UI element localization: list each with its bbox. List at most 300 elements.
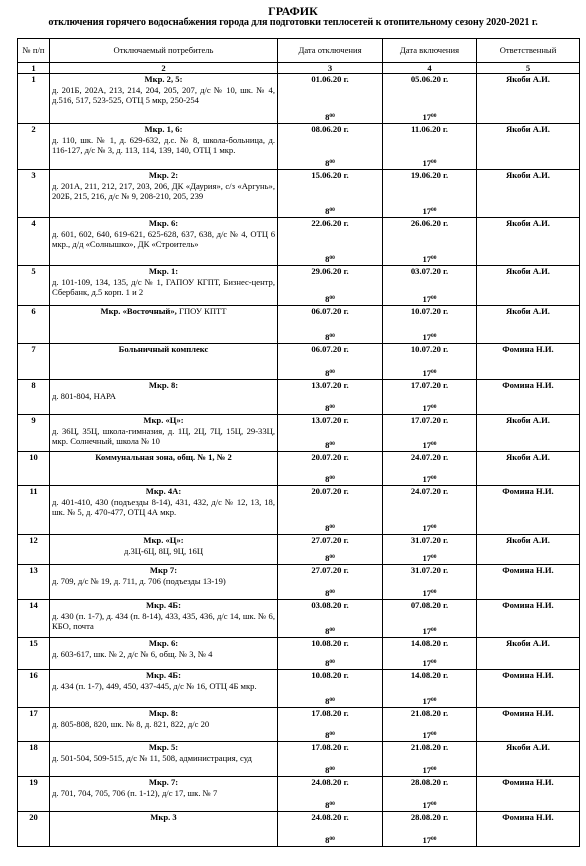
off-time-minutes: 00: [329, 765, 335, 772]
responsible-person: Якоби А.И.: [477, 742, 580, 777]
on-time-hour: 17: [422, 402, 432, 413]
responsible-person: Якоби А.И.: [477, 266, 580, 306]
consumer-cell: [50, 600, 278, 638]
consumer-buildings: д.3Ц-6Ц, 8Ц, 9Ц, 16Ц: [123, 545, 204, 556]
row-number: 10: [18, 452, 50, 486]
off-time-hour: 8: [325, 367, 330, 378]
on-time-minutes: 00: [431, 553, 437, 560]
on-time: [383, 553, 476, 564]
responsible-person: Якоби А.И.: [477, 535, 580, 565]
on-time-hour: 17: [422, 473, 432, 484]
responsible-person: Якоби А.И.: [477, 306, 580, 344]
off-time: [278, 523, 382, 534]
responsible-person: Якоби А.И.: [477, 415, 580, 452]
row-number: 7: [18, 344, 50, 380]
off-date: 17.08.20 г.: [311, 708, 349, 718]
off-time-hour: 8: [325, 293, 330, 304]
on-time-hour: 17: [422, 331, 432, 342]
column-index: 5: [477, 63, 580, 74]
consumer-district: [52, 306, 275, 317]
row-number: 11: [18, 486, 50, 535]
consumer-cell: [50, 535, 278, 565]
on-date-cell: [383, 638, 477, 670]
consumer-cell: [50, 266, 278, 306]
table-row: [18, 638, 580, 670]
column-index: 3: [278, 63, 383, 74]
off-date-cell: [278, 344, 383, 380]
off-date-cell: [278, 535, 383, 565]
off-time: [278, 332, 382, 343]
off-time-minutes: 00: [329, 206, 335, 213]
consumer-district-name: Мкр. «Восточный»,: [100, 306, 177, 316]
off-date-cell: [278, 777, 383, 812]
on-time: [383, 206, 476, 217]
off-date-cell: [278, 742, 383, 777]
consumer-cell: [50, 415, 278, 452]
consumer-buildings: д. 430 (п. 1-7), д. 434 (п. 8-14), 433, 435, 436, д/с 14, шк. № 6, КБО, почта: [52, 610, 275, 631]
off-time-minutes: 00: [329, 588, 335, 595]
consumer-cell: [50, 74, 278, 124]
consumer-district-name: Мкр. 6:: [148, 638, 179, 648]
off-date-cell: [278, 74, 383, 124]
consumer-buildings: д. 801-804, НАРА: [52, 390, 116, 401]
off-time-minutes: 00: [329, 474, 335, 481]
off-time: [278, 474, 382, 485]
on-date: 05.06.20 г.: [410, 74, 449, 84]
on-time-minutes: 00: [431, 254, 437, 261]
on-date: 07.08.20 г.: [410, 600, 449, 610]
on-date: 10.07.20 г.: [410, 306, 449, 316]
off-time: [278, 158, 382, 169]
row-number: 16: [18, 670, 50, 708]
on-date-cell: [383, 670, 477, 708]
table-row: [18, 535, 580, 565]
consumer-district: [52, 380, 275, 391]
on-date-cell: [383, 565, 477, 600]
on-time-hour: 17: [422, 764, 432, 775]
on-time-minutes: 00: [431, 696, 437, 703]
consumer-district-name: Мкр. 4А:: [145, 486, 182, 496]
consumer-district-name: Мкр. «Ц»:: [143, 535, 184, 545]
on-time-minutes: 00: [431, 158, 437, 165]
consumer-district-name: Мкр. 2, 5:: [144, 74, 183, 84]
on-date-cell: [383, 812, 477, 847]
consumer-buildings: д. 36Ц, 35Ц, школа-гимназия, д. 1Ц, 2Ц, 7Ц, 15Ц, 29-33Ц, мкр. Солнечный, школа № 10: [52, 425, 275, 446]
consumer-district: [52, 170, 275, 181]
on-date: 31.07.20 г.: [410, 565, 449, 575]
off-time-hour: 8: [325, 402, 330, 413]
on-date: 21.08.20 г.: [410, 708, 449, 718]
row-number: 9: [18, 415, 50, 452]
on-date-cell: [383, 486, 477, 535]
on-time: [383, 696, 476, 707]
consumer-cell: [50, 565, 278, 600]
consumer-district: [52, 218, 275, 229]
off-date: 17.08.20 г.: [311, 742, 349, 752]
consumer-buildings: д. 701, 704, 705, 706 (п. 1-12), д/с 17, шк. № 7: [52, 787, 218, 798]
off-time-hour: 8: [325, 625, 330, 636]
consumer-district-name: Мкр. 6:: [148, 218, 179, 228]
consumer-district-name: Мкр. 1, 6:: [144, 124, 183, 134]
consumer-district: [52, 670, 275, 681]
off-date: 15.06.20 г.: [311, 170, 349, 180]
off-time-minutes: 00: [329, 254, 335, 261]
consumer-district: [52, 565, 275, 576]
table-row: [18, 742, 580, 777]
on-date-cell: [383, 742, 477, 777]
consumer-cell: [50, 670, 278, 708]
off-date: 27.07.20 г.: [311, 535, 349, 545]
off-date: 13.07.20 г.: [311, 415, 349, 425]
on-time-hour: 17: [422, 293, 432, 304]
off-time-hour: 8: [325, 799, 330, 810]
off-date: 13.07.20 г.: [311, 380, 349, 390]
row-number: 19: [18, 777, 50, 812]
row-number: 8: [18, 380, 50, 415]
off-date-cell: [278, 306, 383, 344]
off-date: 06.07.20 г.: [311, 306, 349, 316]
off-time-minutes: 00: [329, 835, 335, 842]
consumer-cell: [50, 170, 278, 218]
responsible-person: Фомина Н.И.: [477, 708, 580, 742]
table-row: [18, 777, 580, 812]
on-time-hour: 17: [422, 205, 432, 216]
on-date-cell: [383, 266, 477, 306]
off-date-cell: [278, 812, 383, 847]
consumer-buildings: д. 201Б, 202А, 213, 214, 204, 205, 207, д/с № 10, шк. № 4, д.516, 517, 523-525, ОТЦ 5 мкр, 250-254: [52, 84, 275, 105]
row-number: 14: [18, 600, 50, 638]
consumer-buildings: д. 601, 602, 640, 619-621, 625-628, 637, 638, д/с № 4, ОТЦ 6 мкр., д/д «Солнышко», ДК «Строитель»: [52, 228, 275, 249]
schedule-rows: [18, 74, 580, 847]
off-time: [278, 765, 382, 776]
table-row: [18, 670, 580, 708]
responsible-person: Якоби А.И.: [477, 124, 580, 170]
consumer-district: [52, 266, 275, 277]
column-index: 4: [383, 63, 477, 74]
consumer-buildings: д. 201А, 211, 212, 217, 203, 206, ДК «Даурия», с/з «Аргунь», 202Б, 215, 216, д/с № 9, 208-210, 205, 239: [52, 180, 275, 201]
off-date-cell: [278, 266, 383, 306]
on-time: [383, 588, 476, 599]
on-time-minutes: 00: [431, 112, 437, 119]
off-date-cell: [278, 170, 383, 218]
off-time: [278, 588, 382, 599]
on-date-cell: [383, 124, 477, 170]
responsible-person: Якоби А.И.: [477, 170, 580, 218]
consumer-district-name: Мкр. 8:: [148, 708, 179, 718]
consumer-district: [52, 600, 275, 611]
off-time: [278, 800, 382, 811]
on-date: 03.07.20 г.: [410, 266, 449, 276]
off-time-minutes: 00: [329, 523, 335, 530]
off-time-hour: 8: [325, 111, 330, 122]
consumer-district: [52, 742, 275, 753]
off-time-minutes: 00: [329, 800, 335, 807]
table-row: [18, 124, 580, 170]
off-date-cell: [278, 670, 383, 708]
on-date: 26.06.20 г.: [410, 218, 449, 228]
consumer-cell: [50, 486, 278, 535]
consumer-district: [52, 344, 275, 355]
on-time-hour: 17: [422, 729, 432, 740]
consumer-district: [52, 486, 275, 497]
on-time-hour: 17: [422, 625, 432, 636]
on-time: [383, 800, 476, 811]
on-time-minutes: 00: [431, 474, 437, 481]
consumer-district: [52, 74, 275, 85]
off-date-cell: [278, 486, 383, 535]
off-date: 22.06.20 г.: [311, 218, 349, 228]
responsible-person: Фомина Н.И.: [477, 565, 580, 600]
off-time-minutes: 00: [329, 440, 335, 447]
header-on-date: Дата включения: [383, 39, 477, 63]
off-date: 08.06.20 г.: [311, 124, 349, 134]
responsible-person: Фомина Н.И.: [477, 812, 580, 847]
on-time-minutes: 00: [431, 368, 437, 375]
on-date: 17.07.20 г.: [410, 380, 449, 390]
on-time-minutes: 00: [431, 206, 437, 213]
on-time: [383, 730, 476, 741]
on-time-minutes: 00: [431, 800, 437, 807]
responsible-person: Фомина Н.И.: [477, 670, 580, 708]
off-time-hour: 8: [325, 253, 330, 264]
consumer-buildings: д. 501-504, 509-515, д/с № 11, 508, администрация, суд: [52, 752, 252, 763]
on-time-hour: 17: [422, 695, 432, 706]
off-date: 06.07.20 г.: [311, 344, 349, 354]
on-date-cell: [383, 708, 477, 742]
on-date-cell: [383, 600, 477, 638]
off-time-minutes: 00: [329, 696, 335, 703]
on-time-minutes: 00: [431, 440, 437, 447]
on-date: 28.08.20 г.: [410, 812, 449, 822]
on-time: [383, 658, 476, 669]
off-time-hour: 8: [325, 834, 330, 845]
on-time: [383, 765, 476, 776]
off-time-hour: 8: [325, 657, 330, 668]
on-time-hour: 17: [422, 799, 432, 810]
off-time-minutes: 00: [329, 553, 335, 560]
row-number: 6: [18, 306, 50, 344]
consumer-district: [52, 777, 275, 788]
on-time: [383, 332, 476, 343]
off-time: [278, 206, 382, 217]
table-row: [18, 74, 580, 124]
on-date-cell: [383, 170, 477, 218]
on-date: 14.08.20 г.: [410, 638, 449, 648]
header-responsible: Ответственный: [477, 39, 580, 63]
row-number: 1: [18, 74, 50, 124]
header-num: № п/п: [18, 39, 50, 63]
on-time: [383, 403, 476, 414]
column-index: 1: [18, 63, 50, 74]
consumer-district-name: Мкр. 1:: [148, 266, 179, 276]
off-time-hour: 8: [325, 473, 330, 484]
on-date-cell: [383, 777, 477, 812]
off-time: [278, 440, 382, 451]
on-time-hour: 17: [422, 522, 432, 533]
off-time-minutes: 00: [329, 368, 335, 375]
on-time-minutes: 00: [431, 332, 437, 339]
consumer-district-name: Мкр. 4Б:: [146, 670, 181, 680]
on-time-hour: 17: [422, 253, 432, 264]
on-time-hour: 17: [422, 111, 432, 122]
on-date: 14.08.20 г.: [410, 670, 449, 680]
off-date: 27.07.20 г.: [311, 565, 349, 575]
table-row: [18, 452, 580, 486]
row-number: 5: [18, 266, 50, 306]
off-date: 29.06.20 г.: [311, 266, 349, 276]
row-number: 12: [18, 535, 50, 565]
consumer-cell: [50, 218, 278, 266]
row-number: 15: [18, 638, 50, 670]
off-date: 10.08.20 г.: [311, 670, 349, 680]
on-date-cell: [383, 218, 477, 266]
on-time-hour: 17: [422, 834, 432, 845]
on-time-minutes: 00: [431, 403, 437, 410]
table-row: [18, 170, 580, 218]
on-time-hour: 17: [422, 552, 432, 563]
on-time-minutes: 00: [431, 765, 437, 772]
table-row: [18, 708, 580, 742]
on-date: 11.06.20 г.: [411, 124, 448, 134]
off-date-cell: [278, 452, 383, 486]
row-number: 2: [18, 124, 50, 170]
consumer-district: [52, 415, 275, 426]
on-date: 19.06.20 г.: [410, 170, 449, 180]
on-time: [383, 474, 476, 485]
consumer-district-name: Больничный комплекс: [118, 344, 209, 354]
off-time-hour: 8: [325, 439, 330, 450]
off-date-cell: [278, 124, 383, 170]
off-time: [278, 658, 382, 669]
off-time: [278, 696, 382, 707]
on-time-hour: 17: [422, 657, 432, 668]
consumer-district: [52, 535, 275, 546]
consumer-cell: [50, 452, 278, 486]
on-time: [383, 112, 476, 123]
off-time-minutes: 00: [329, 112, 335, 119]
consumer-buildings: д. 805-808, 820, шк. № 8, д. 821, 822, д/с 20: [52, 718, 210, 729]
on-time: [383, 254, 476, 265]
on-time: [383, 368, 476, 379]
consumer-buildings: д. 110, шк. № 1, д. 629-632, д.с. № 8, школа-больница, д. 116-127, д/с № 3, д. 113, 114, 139, 140, ОТЦ 1 мкр.: [52, 134, 275, 155]
off-time-hour: 8: [325, 764, 330, 775]
on-time-hour: 17: [422, 367, 432, 378]
off-time: [278, 626, 382, 637]
consumer-district-name: Мкр 7:: [149, 565, 178, 575]
on-date-cell: [383, 74, 477, 124]
consumer-district-name: Мкр. 7:: [148, 777, 179, 787]
table-row: [18, 812, 580, 847]
off-time-hour: 8: [325, 331, 330, 342]
off-date: 20.07.20 г.: [311, 452, 349, 462]
responsible-person: Фомина Н.И.: [477, 486, 580, 535]
row-number: 13: [18, 565, 50, 600]
on-time-minutes: 00: [431, 730, 437, 737]
table-row: [18, 380, 580, 415]
off-date: 01.06.20 г.: [311, 74, 349, 84]
off-time-minutes: 00: [329, 158, 335, 165]
off-date-cell: [278, 380, 383, 415]
on-time-hour: 17: [422, 439, 432, 450]
consumer-buildings: д. 101-109, 134, 135, д/с № 1, ГАПОУ КГПТ, Бизнес-центр, Сбербанк, д.5 корп. 1 и 2: [52, 276, 275, 297]
on-date: 10.07.20 г.: [410, 344, 449, 354]
header-off-date: Дата отключения: [278, 39, 383, 63]
consumer-cell: [50, 812, 278, 847]
table-row: [18, 306, 580, 344]
on-time: [383, 440, 476, 451]
off-time-hour: 8: [325, 157, 330, 168]
consumer-district: [52, 638, 275, 649]
consumer-buildings: д. 603-617, шк. № 2, д/с № 6, общ. № 3, № 4: [52, 648, 213, 659]
on-time: [383, 835, 476, 846]
on-time: [383, 626, 476, 637]
on-date-cell: [383, 306, 477, 344]
on-time-minutes: 00: [431, 294, 437, 301]
on-time-minutes: 00: [431, 626, 437, 633]
off-time: [278, 368, 382, 379]
off-date-cell: [278, 708, 383, 742]
row-number: 4: [18, 218, 50, 266]
consumer-district-extra: ГПОУ КПТТ: [176, 306, 227, 316]
row-number: 17: [18, 708, 50, 742]
consumer-buildings: д. 709, д/с № 19, д. 711, д. 706 (подъезды 13-19): [52, 575, 226, 586]
off-time: [278, 254, 382, 265]
on-date: 31.07.20 г.: [410, 535, 449, 545]
on-time-minutes: 00: [431, 523, 437, 530]
on-date: 28.08.20 г.: [410, 777, 449, 787]
off-date-cell: [278, 600, 383, 638]
responsible-person: Якоби А.И.: [477, 74, 580, 124]
consumer-district-name: Мкр. 3: [150, 812, 177, 822]
off-time-hour: 8: [325, 552, 330, 563]
consumer-district: [52, 452, 275, 463]
off-time-minutes: 00: [329, 730, 335, 737]
on-date: 17.07.20 г.: [410, 415, 449, 425]
off-time-hour: 8: [325, 522, 330, 533]
off-date-cell: [278, 565, 383, 600]
consumer-cell: [50, 708, 278, 742]
consumer-district-name: Коммунальная зона, общ. № 1, № 2: [95, 452, 232, 462]
on-date-cell: [383, 344, 477, 380]
consumer-district: [52, 124, 275, 135]
table-row: [18, 565, 580, 600]
on-date-cell: [383, 535, 477, 565]
on-time-minutes: 00: [431, 658, 437, 665]
responsible-person: Якоби А.И.: [477, 452, 580, 486]
on-time: [383, 523, 476, 534]
consumer-district-name: Мкр. 2:: [148, 170, 179, 180]
document-title: ГРАФИК: [268, 4, 318, 18]
on-time-hour: 17: [422, 587, 432, 598]
consumer-buildings: д. 434 (п. 1-7), 449, 450, 437-445, д/с № 16, ОТЦ 4Б мкр.: [52, 680, 257, 691]
off-time: [278, 730, 382, 741]
on-date: 24.07.20 г.: [410, 452, 449, 462]
table-row: [18, 218, 580, 266]
row-number: 20: [18, 812, 50, 847]
header-consumer: Отключаемый потребитель: [50, 39, 278, 63]
off-date: 24.08.20 г.: [311, 777, 349, 787]
consumer-district-name: Мкр. «Ц»:: [143, 415, 184, 425]
off-date: 20.07.20 г.: [311, 486, 349, 496]
off-date-cell: [278, 638, 383, 670]
consumer-cell: [50, 344, 278, 380]
on-date-cell: [383, 452, 477, 486]
schedule-table: [17, 38, 580, 847]
consumer-district: [52, 812, 275, 823]
document-subtitle: отключения горячего водоснабжения города для подготовки теплосетей к отопительному сезону 2020-2021 г.: [48, 17, 538, 28]
consumer-buildings: д. 401-410, 430 (подъезды 8-14), 431, 432, д/с № 12, 13, 18, шк. № 5, д. 470-477, ОТЦ 4А мкр.: [52, 496, 275, 517]
off-time-minutes: 00: [329, 294, 335, 301]
